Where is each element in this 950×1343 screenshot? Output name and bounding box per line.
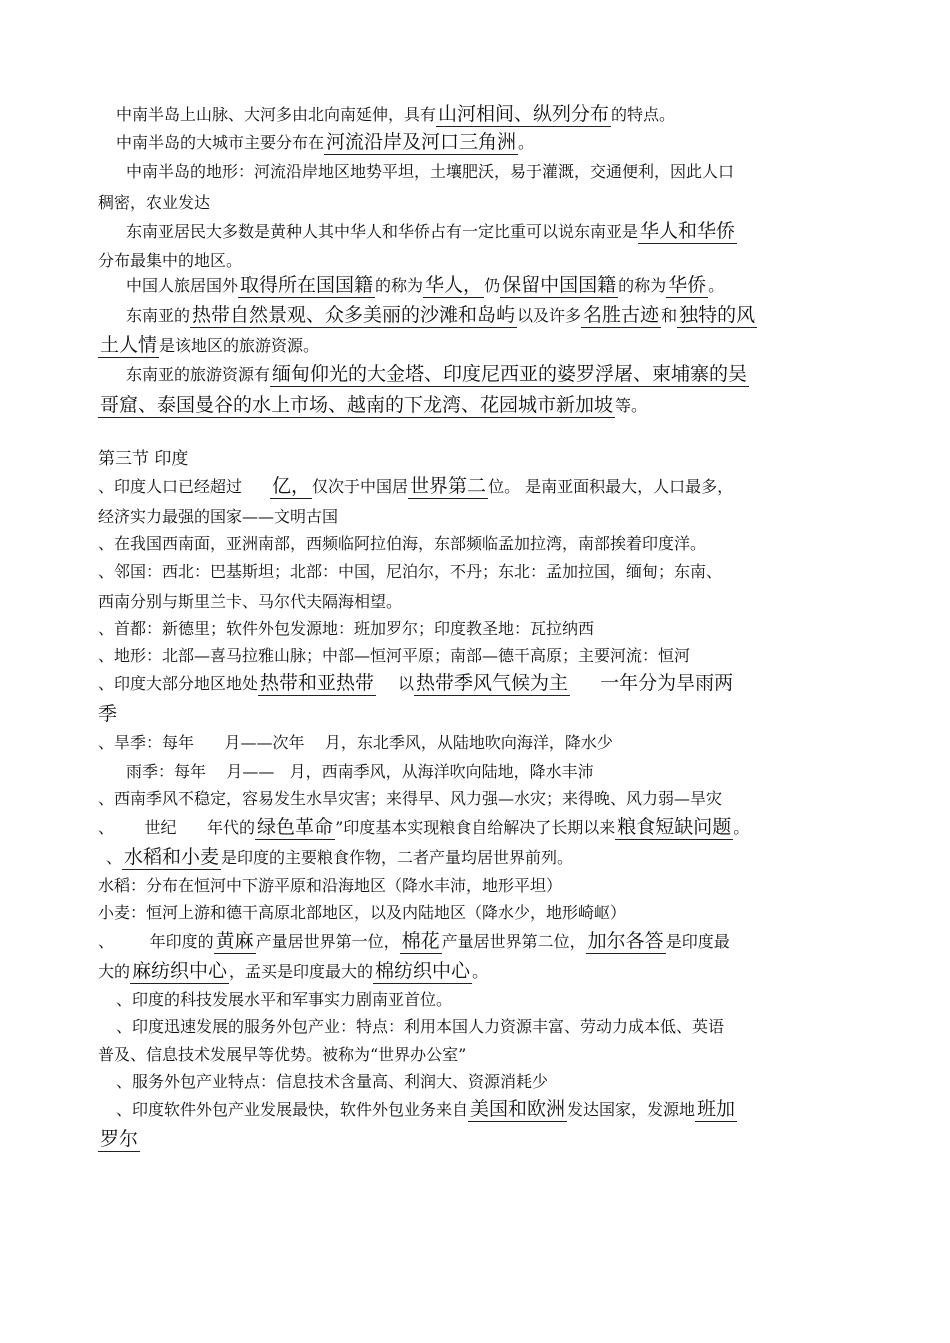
answer-blank: 华侨 — [668, 274, 707, 296]
answer-blank: 世界第二 — [410, 475, 487, 497]
para-terrain-2: 稠密，农业发达 — [98, 193, 211, 212]
para-tourism-2: 土人情 是该地区的旅游资源。 — [100, 334, 320, 356]
answer-blank: 缅甸仰光的大金塔、印度尼西亚的婆罗浮屠、柬埔寨的吴 — [272, 363, 748, 385]
india-climate: 、印度大部分地区地处 热带和亚热带 以 热带季风气候为主 一年分为旱雨两 — [98, 672, 734, 694]
para-mountains: 中南半岛上山脉、大河多由北向南延伸，具有 山河相间、纵列分布 的特点。 — [116, 103, 676, 125]
india-location: 、在我国西南面，亚洲南部，西频临阿拉伯海，东部频临孟加拉湾，南部挨着印度洋。 — [98, 534, 707, 553]
para-tourism: 东南亚的 热带自然景观、众多美丽的沙滩和岛屿 以及许多 名胜古迹 和 独特的风 — [126, 304, 756, 326]
india-terrain: 、地形：北部—喜马拉雅山脉；中部—恒河平原；南部—德干高原；主要河流：恒河 — [98, 646, 691, 665]
answer-blank: 哥窟、泰国曼谷的水上市场、越南的下龙湾、花园城市新加坡 — [100, 394, 614, 416]
india-neighbors: 、邻国：西北：巴基斯坦；北部：中国，尼泊尔，不丹；东北：孟加拉国，缅甸；东南、 — [98, 562, 723, 581]
india-population: 、印度人口已经超过 亿， 仅次于中国居 世界第二 位。 是南亚面积最大，人口最多， — [98, 475, 734, 497]
para-tourism-sites-2: 哥窟、泰国曼谷的水上市场、越南的下龙湾、花园城市新加坡 等。 — [100, 394, 648, 416]
india-neighbors-2: 西南分别与斯里兰卡、马尔代夫隔海相望。 — [98, 592, 403, 611]
answer-blank: 粮食短缺问题 — [617, 816, 732, 838]
answer-blank: 罗尔 — [100, 1128, 139, 1150]
para-terrain: 中南半岛的地形：河流沿岸地区地势平坦，土壤肥沃，易于灌溉，交通便利，因此人口 — [126, 162, 735, 181]
software-outsourcing: 、印度软件外包产业发展最快，软件外包业务来自 美国和欧洲 发达国家，发源地 班加 — [116, 1098, 736, 1120]
green-revolution: 、 世纪 年代的 绿色革命 ”印度基本实现粮食自给解决了长期以来 粮食短缺问题 。 — [98, 816, 750, 838]
service-outsourcing-2: 普及、信息技术发展早等优势。被称为“世界办公室” — [98, 1045, 467, 1064]
rainy-season: 雨季：每年 月—— 月，西南季风，从海洋吹向陆地，降水丰沛 — [126, 762, 594, 781]
main-crops: 、 水稻和小麦 是印度的主要粮食作物，二者产量均居世界前列。 — [106, 846, 574, 868]
outsourcing-features: 、服务外包产业特点：信息技术含量高、利润大、资源消耗少 — [116, 1072, 549, 1091]
answer-blank: 取得所在国国籍 — [240, 274, 374, 296]
answer-blank: 黄麻 — [215, 930, 254, 952]
india-capital: 、首都：新德里；软件外包发源地：班加罗尔；印度教圣地：瓦拉纳西 — [98, 619, 595, 638]
technology-military: 、印度的科技发展水平和军事实力剧南亚首位。 — [116, 990, 453, 1009]
answer-blank: 麻纺织中心 — [132, 960, 228, 982]
wheat-distribution: 小麦：恒河上游和德干高原北部地区，以及内陆地区（降水少，地形崎岖） — [98, 903, 627, 922]
india-climate-2: 季 — [98, 703, 118, 725]
answer-blank: 土人情 — [100, 334, 158, 356]
rice-distribution: 水稻：分布在恒河中下游平原和沿海地区（降水丰沛，地形平坦） — [98, 876, 563, 895]
para-residents-2: 分布最集中的地区。 — [98, 251, 243, 270]
answer-blank: 棉花 — [401, 930, 440, 952]
answer-blank: 华人和华侨 — [640, 220, 736, 242]
answer-blank: 棉纺织中心 — [375, 960, 471, 982]
answer-blank: 河流沿岸及河口三角洲 — [326, 131, 517, 153]
answer-blank: 名胜古迹 — [583, 304, 660, 326]
textile-industry-2: 大的 麻纺织中心 ，孟买是印度最大的 棉纺织中心 。 — [98, 960, 489, 982]
para-cities: 中南半岛的大城市主要分布在 河流沿岸及河口三角洲 。 — [116, 131, 535, 153]
answer-blank: 保留中国国籍 — [502, 274, 617, 296]
answer-blank: 加尔各答 — [587, 930, 664, 952]
section-heading: 第三节 印度 — [98, 449, 189, 469]
answer-blank: 美国和欧洲 — [470, 1098, 566, 1120]
answer-blank: 独特的风 — [679, 304, 756, 326]
para-tourism-sites: 东南亚的旅游资源有 缅甸仰光的大金塔、印度尼西亚的婆罗浮屠、柬埔寨的吴 — [126, 363, 748, 385]
answer-blank: 绿色革命 — [257, 816, 334, 838]
answer-blank: 热带季风气候为主 — [416, 672, 569, 694]
service-outsourcing: 、印度迅速发展的服务外包产业：特点：利用本国人力资源丰富、劳动力成本低、英语 — [116, 1017, 725, 1036]
answer-blank: 水稻和小麦 — [124, 846, 220, 868]
answer-blank: 班加 — [697, 1098, 736, 1120]
answer-blank: 山河相间、纵列分布 — [438, 103, 610, 125]
textile-industry: 、 年印度的 黄麻 产量居世界第一位， 棉花 产量居世界第二位， 加尔各答 是印度最 — [98, 930, 730, 952]
answer-blank: 热带和亚热带 — [260, 672, 375, 694]
answer-blank: 亿， — [272, 475, 311, 497]
para-residents: 东南亚居民大多数是黄种人其中华人和华侨占有一定比重可以说东南亚是 华人和华侨 — [126, 220, 736, 242]
software-outsourcing-2 — [98, 1127, 850, 1152]
dry-season: 、旱季：每年 月——次年 月，东北季风，从陆地吹向海洋，降水少 — [98, 733, 613, 752]
india-population-2: 经济实力最强的国家——文明古国 — [98, 507, 339, 526]
para-overseas-chinese: 中国人旅居国外 取得所在国国籍 的称为 华人， 仍 保留中国国籍 的称为 华侨 。 — [126, 274, 725, 296]
answer-blank: 热带自然景观、众多美丽的沙滩和岛屿 — [192, 304, 516, 326]
answer-blank: 华人， — [425, 274, 483, 296]
monsoon-instability: 、西南季风不稳定，容易发生水旱灾害；来得早、风力强—水灾；来得晚、风力弱—旱灾 — [98, 789, 723, 808]
